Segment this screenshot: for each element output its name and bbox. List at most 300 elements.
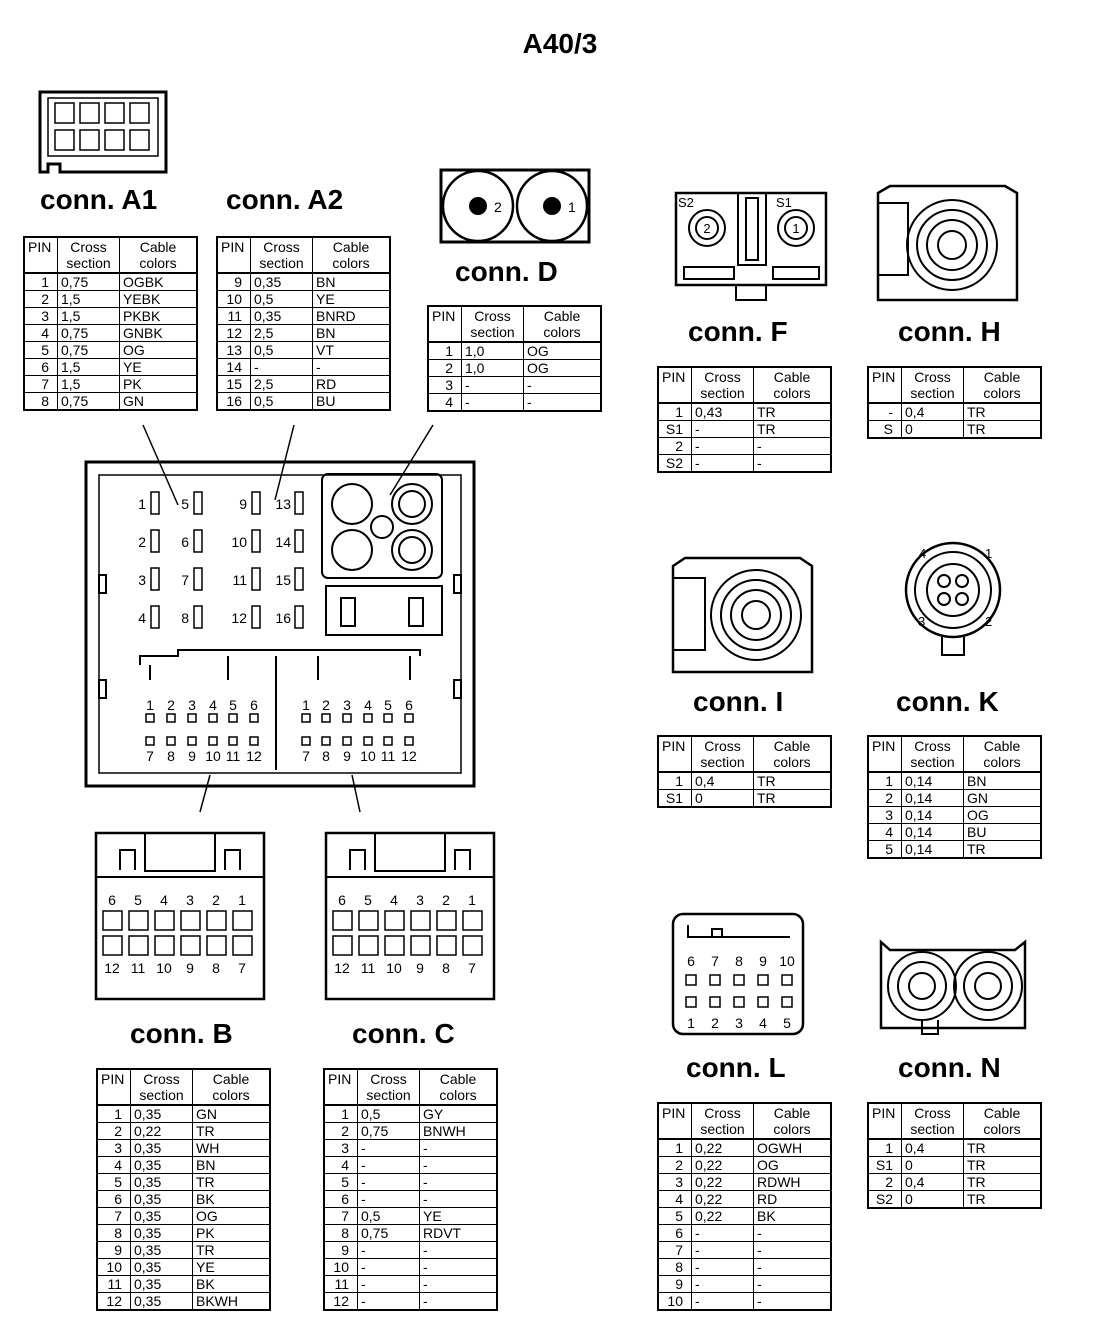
- pin-cell: 14: [217, 359, 251, 376]
- cross-section-cell: -: [692, 1276, 754, 1293]
- cable-color-cell: -: [420, 1157, 498, 1174]
- pin-label: 3: [343, 697, 351, 713]
- pin-cell: 4: [868, 824, 902, 841]
- cable-color-cell: TR: [964, 403, 1042, 421]
- pin-cell: 15: [217, 376, 251, 393]
- pin-label: 4: [919, 546, 927, 561]
- pin-label: S2: [678, 195, 694, 210]
- cable-color-cell: -: [754, 438, 832, 455]
- pin-cell: 4: [97, 1157, 131, 1174]
- cable-color-cell: TR: [964, 1191, 1042, 1209]
- pin-cell: 3: [428, 377, 462, 394]
- pin-cell: 8: [41, 392, 49, 409]
- cross-section-cell: 0,5: [251, 342, 313, 359]
- cross-section-cell: -: [358, 1242, 420, 1259]
- cross-section-cell: 0,14: [902, 772, 964, 790]
- cable-color-cell: RD: [754, 1191, 832, 1208]
- conn-f-housing: [676, 193, 826, 300]
- pin-label: 4: [390, 892, 398, 908]
- cable-color-cell: BN: [193, 1157, 271, 1174]
- pin-label: 2: [711, 1015, 719, 1031]
- header-cable-colors: Cable colors: [964, 736, 1042, 772]
- pin-cell: 5: [885, 840, 893, 857]
- conn-n-housing: [881, 942, 1025, 1034]
- pin-label: 13: [275, 496, 291, 512]
- cross-section-cell: 0,4: [902, 403, 964, 421]
- cross-section-cell: 0,35: [251, 308, 313, 325]
- pin-label: 1: [302, 697, 310, 713]
- cross-section-cell: 0,43: [692, 403, 754, 421]
- pin-cell: 2: [324, 1123, 358, 1140]
- conn-d-housing: [441, 170, 589, 242]
- pin-label: 9: [188, 748, 196, 764]
- cable-color-cell: TR: [193, 1123, 271, 1140]
- cable-color-cell: GNBK: [120, 325, 198, 342]
- cable-color-cell: -: [524, 377, 602, 394]
- pin-cell: 12: [217, 325, 251, 342]
- cable-color-cell: OG: [524, 342, 602, 360]
- cross-section-cell: 0,35: [131, 1140, 193, 1157]
- cross-section-cell: 1,0: [462, 342, 524, 360]
- pin-label: 5: [384, 697, 392, 713]
- cross-section-cell: -: [692, 1242, 754, 1259]
- cross-section-cell: 0,14: [902, 790, 964, 807]
- cross-section-cell: 0,22: [692, 1157, 754, 1174]
- cable-color-cell: GN: [193, 1105, 271, 1123]
- pin-number-labels: [104, 195, 992, 1031]
- header-cross-section: Cross section: [131, 1069, 193, 1105]
- cable-color-cell: PK: [193, 1225, 271, 1242]
- pin-label: 8: [322, 748, 330, 764]
- pin-label: 10: [386, 960, 402, 976]
- pin-label: 5: [134, 892, 142, 908]
- cable-color-cell: RD: [313, 376, 391, 393]
- pin-label: 5: [229, 697, 237, 713]
- cross-section-cell: 0,35: [131, 1242, 193, 1259]
- cross-section-cell: 0: [902, 1157, 964, 1174]
- pin-cell: 5: [658, 1208, 692, 1225]
- cable-color-cell: BN: [964, 772, 1042, 790]
- cable-color-cell: OG: [524, 360, 602, 377]
- pin-label: 3: [138, 572, 146, 588]
- cable-color-cell: -: [420, 1242, 498, 1259]
- cable-color-cell: -: [420, 1191, 498, 1208]
- cross-section-cell: 1,5: [58, 291, 120, 308]
- pin-cell: 4: [658, 1191, 692, 1208]
- cable-color-cell: BKWH: [193, 1293, 271, 1311]
- pin-label: 16: [275, 610, 291, 626]
- pin-label: 10: [779, 953, 795, 969]
- pin-label: 12: [231, 610, 247, 626]
- pin-label: 12: [334, 960, 350, 976]
- cable-color-cell: -: [754, 1293, 832, 1311]
- cross-section-cell: 0,14: [902, 824, 964, 841]
- cross-section-cell: -: [462, 394, 524, 412]
- header-pin: PIN: [658, 1103, 692, 1139]
- header-cable-colors: Cable colors: [313, 237, 391, 273]
- pin-cell: 1: [428, 342, 462, 360]
- conn-f-label: conn. F: [688, 316, 788, 347]
- cable-color-cell: BN: [313, 325, 391, 342]
- pin-cell: 10: [97, 1259, 131, 1276]
- pin-label: 5: [783, 1015, 791, 1031]
- cross-section-cell: -: [358, 1157, 420, 1174]
- cross-section-cell: 0: [902, 1191, 964, 1209]
- conn-a1-label: conn. A1: [40, 184, 158, 215]
- cable-color-cell: -: [754, 1225, 832, 1242]
- pin-label: 7: [146, 748, 154, 764]
- cable-color-cell: YE: [313, 291, 391, 308]
- pin-cell: S: [883, 420, 893, 437]
- cable-color-cell: RDWH: [754, 1174, 832, 1191]
- pin-cell: 4: [324, 1157, 358, 1174]
- pin-label: 10: [360, 748, 376, 764]
- pin-cell: 1: [868, 1139, 902, 1157]
- pin-cell: 7: [324, 1208, 358, 1225]
- cross-section-cell: 0,5: [358, 1208, 420, 1225]
- pin-label: 4: [160, 892, 168, 908]
- pin-cell: S2: [665, 454, 683, 471]
- cross-section-cell: -: [692, 421, 754, 438]
- pin-cell: 2: [658, 438, 692, 455]
- cable-color-cell: BK: [754, 1208, 832, 1225]
- pin-cell: 10: [217, 291, 251, 308]
- cross-section-cell: -: [358, 1293, 420, 1311]
- cable-color-cell: TR: [754, 790, 832, 808]
- pin-label: 6: [108, 892, 116, 908]
- pin-cell: 11: [97, 1276, 131, 1293]
- cross-section-cell: -: [692, 455, 754, 473]
- pin-label: 2: [494, 199, 502, 215]
- cable-color-cell: TR: [193, 1242, 271, 1259]
- pin-label: 2: [442, 892, 450, 908]
- cable-color-cell: -: [754, 1276, 832, 1293]
- pin-cell: 2: [868, 1174, 902, 1191]
- cable-color-cell: -: [420, 1174, 498, 1191]
- header-cross-section: Cross section: [692, 736, 754, 772]
- cross-section-cell: -: [358, 1140, 420, 1157]
- pin-label: 14: [275, 534, 291, 550]
- cross-section-cell: 0,4: [902, 1139, 964, 1157]
- cable-color-cell: -: [524, 394, 602, 412]
- cross-section-cell: -: [692, 1259, 754, 1276]
- pin-label: 6: [250, 697, 258, 713]
- cross-section-cell: 0,4: [692, 772, 754, 790]
- header-cross-section: Cross section: [58, 237, 120, 273]
- pin-label: 3: [735, 1015, 743, 1031]
- header-pin: PIN: [217, 237, 251, 273]
- pin-cell: 9: [658, 1276, 692, 1293]
- cross-section-cell: 0,35: [131, 1276, 193, 1293]
- header-cross-section: Cross section: [902, 736, 964, 772]
- cable-color-cell: TR: [964, 1174, 1042, 1191]
- cable-color-cell: TR: [754, 772, 832, 790]
- cable-color-cell: VT: [313, 342, 391, 359]
- header-pin: PIN: [868, 1103, 902, 1139]
- cable-color-cell: BK: [193, 1191, 271, 1208]
- pin-cell: 9: [97, 1242, 131, 1259]
- cross-section-cell: 0,75: [58, 393, 120, 411]
- cable-color-cell: YEBK: [120, 291, 198, 308]
- pin-label: 7: [238, 960, 246, 976]
- pin-label: 5: [181, 496, 189, 512]
- cross-section-cell: 0,5: [251, 291, 313, 308]
- pin-cell: 11: [324, 1276, 358, 1293]
- cable-color-cell: OGWH: [754, 1139, 832, 1157]
- pin-label: 2: [322, 697, 330, 713]
- pin-cell: 5: [24, 342, 58, 359]
- header-cross-section: Cross section: [902, 1103, 964, 1139]
- cross-section-cell: 2,5: [251, 376, 313, 393]
- cross-section-cell: 0,22: [692, 1208, 754, 1225]
- cross-section-cell: 1,0: [462, 360, 524, 377]
- pin-cell: 1: [658, 1139, 692, 1157]
- header-cable-colors: Cable colors: [754, 736, 832, 772]
- cable-color-cell: -: [420, 1140, 498, 1157]
- pin-cell: 3: [97, 1140, 131, 1157]
- header-cross-section: Cross section: [902, 367, 964, 403]
- header-cable-colors: Cable colors: [754, 367, 832, 403]
- pin-label: 1: [138, 496, 146, 512]
- header-pin: PIN: [868, 736, 902, 772]
- pin-label: 12: [246, 748, 262, 764]
- pin-label: 12: [401, 748, 417, 764]
- pin-label: 7: [181, 572, 189, 588]
- pin-cell: -: [868, 403, 902, 421]
- pin-label: 9: [186, 960, 194, 976]
- conn-d-label: conn. D: [455, 256, 558, 287]
- cross-section-cell: 1,5: [58, 359, 120, 376]
- pin-label: 1: [792, 221, 800, 236]
- cable-color-cell: BK: [193, 1276, 271, 1293]
- pin-cell: 6: [24, 359, 58, 376]
- pin-cell: 4: [445, 393, 453, 410]
- cable-color-cell: BN: [313, 273, 391, 291]
- cross-section-cell: 0,5: [251, 393, 313, 411]
- pin-cell: 3: [324, 1140, 358, 1157]
- cross-section-cell: 0,35: [251, 273, 313, 291]
- pin-cell: 1: [658, 772, 692, 790]
- cross-section-cell: 0,22: [692, 1191, 754, 1208]
- pin-cell: 16: [226, 392, 242, 409]
- cross-section-cell: 0,75: [358, 1225, 420, 1242]
- header-cable-colors: Cable colors: [524, 306, 602, 342]
- cable-color-cell: OGBK: [120, 273, 198, 291]
- cross-section-cell: 0,35: [131, 1259, 193, 1276]
- pin-label: 3: [186, 892, 194, 908]
- pin-label: 3: [416, 892, 424, 908]
- cable-color-cell: TR: [964, 421, 1042, 439]
- pin-cell: 2: [97, 1123, 131, 1140]
- pin-cell: S1: [665, 789, 683, 806]
- cable-color-cell: OG: [754, 1157, 832, 1174]
- pin-label: 9: [416, 960, 424, 976]
- pin-cell: 4: [24, 325, 58, 342]
- cross-section-cell: 1,5: [58, 308, 120, 325]
- cross-section-cell: 0,35: [131, 1225, 193, 1242]
- cross-section-cell: 0: [692, 790, 754, 808]
- header-cable-colors: Cable colors: [420, 1069, 498, 1105]
- cross-section-cell: -: [462, 377, 524, 394]
- cross-section-cell: 0: [902, 421, 964, 439]
- cross-section-cell: 0,75: [58, 273, 120, 291]
- pin-label: 8: [167, 748, 175, 764]
- pin-cell: 12: [106, 1292, 122, 1309]
- pin-label: 1: [238, 892, 246, 908]
- cross-section-cell: 0,4: [902, 1174, 964, 1191]
- cross-section-cell: 0,14: [902, 807, 964, 824]
- pin-label: 10: [231, 534, 247, 550]
- cable-color-cell: -: [420, 1276, 498, 1293]
- pin-cell: 1: [24, 273, 58, 291]
- header-cable-colors: Cable colors: [964, 1103, 1042, 1139]
- pin-cell: 10: [324, 1259, 358, 1276]
- cable-color-cell: YE: [420, 1208, 498, 1225]
- cable-color-cell: PK: [120, 376, 198, 393]
- cable-color-cell: PKBK: [120, 308, 198, 325]
- conn-h-housing: [878, 186, 1017, 300]
- cross-section-cell: 2,5: [251, 325, 313, 342]
- cable-color-cell: OG: [120, 342, 198, 359]
- pin-cell: 11: [217, 308, 251, 325]
- pin-cell: 1: [97, 1105, 131, 1123]
- cross-section-cell: 0,75: [58, 342, 120, 359]
- pin-label: 11: [225, 748, 241, 764]
- header-pin: PIN: [658, 736, 692, 772]
- pin-label: 2: [703, 221, 711, 236]
- pin-label: 9: [759, 953, 767, 969]
- cable-color-cell: YE: [120, 359, 198, 376]
- pin-label: 4: [209, 697, 217, 713]
- pin-cell: 2: [868, 790, 902, 807]
- pin-cell: 3: [868, 807, 902, 824]
- header-pin: PIN: [658, 367, 692, 403]
- cross-section-cell: 0,75: [358, 1123, 420, 1140]
- conn-l-label: conn. L: [686, 1052, 786, 1083]
- pin-label: 6: [338, 892, 346, 908]
- pin-cell: 6: [324, 1191, 358, 1208]
- pin-label: 10: [205, 748, 221, 764]
- cable-color-cell: GN: [120, 393, 198, 411]
- conn-h-label: conn. H: [898, 316, 1001, 347]
- cable-color-cell: -: [420, 1293, 498, 1311]
- pin-label: 6: [181, 534, 189, 550]
- pin-label: 8: [442, 960, 450, 976]
- pin-label: 7: [302, 748, 310, 764]
- cross-section-cell: 1,5: [58, 376, 120, 393]
- pin-label: 11: [232, 572, 247, 588]
- pin-label: 8: [212, 960, 220, 976]
- pin-cell: 8: [324, 1225, 358, 1242]
- pin-cell: 2: [428, 360, 462, 377]
- conn-i-label: conn. I: [693, 686, 784, 717]
- pin-label: 4: [759, 1015, 767, 1031]
- conn-a1-housing: [40, 92, 166, 172]
- pin-cell: 10: [667, 1292, 683, 1309]
- cross-section-cell: 0,22: [692, 1139, 754, 1157]
- header-cable-colors: Cable colors: [120, 237, 198, 273]
- cable-color-cell: -: [754, 1242, 832, 1259]
- cross-section-cell: 0,22: [692, 1174, 754, 1191]
- cross-section-cell: -: [358, 1259, 420, 1276]
- header-pin: PIN: [324, 1069, 358, 1105]
- pin-label: 4: [138, 610, 146, 626]
- cable-color-cell: -: [420, 1259, 498, 1276]
- pin-cell: 5: [324, 1174, 358, 1191]
- header-cable-colors: Cable colors: [754, 1103, 832, 1139]
- pin-cell: 3: [24, 308, 58, 325]
- pin-label: 4: [364, 697, 372, 713]
- cable-color-cell: YE: [193, 1259, 271, 1276]
- cable-color-cell: TR: [964, 841, 1042, 859]
- cable-color-cell: TR: [964, 1139, 1042, 1157]
- cable-color-cell: TR: [754, 421, 832, 438]
- cable-color-cell: -: [313, 359, 391, 376]
- cable-color-cell: OG: [964, 807, 1042, 824]
- cable-color-cell: -: [754, 455, 832, 473]
- pin-label: 9: [343, 748, 351, 764]
- pin-label: 6: [687, 953, 695, 969]
- pin-cell: 1: [324, 1105, 358, 1123]
- cable-color-cell: TR: [964, 1157, 1042, 1174]
- cable-color-cell: BU: [964, 824, 1042, 841]
- header-cross-section: Cross section: [692, 367, 754, 403]
- cross-section-cell: 0,35: [131, 1293, 193, 1311]
- cable-color-cell: BNRD: [313, 308, 391, 325]
- header-pin: PIN: [97, 1069, 131, 1105]
- pin-cell: 8: [97, 1225, 131, 1242]
- cable-color-cell: WH: [193, 1140, 271, 1157]
- cross-section-cell: 0,35: [131, 1191, 193, 1208]
- pin-label: 9: [239, 496, 247, 512]
- pin-cell: 7: [658, 1242, 692, 1259]
- pin-cell: 1: [868, 772, 902, 790]
- pin-cell: 2: [24, 291, 58, 308]
- pin-cell: 2: [658, 1157, 692, 1174]
- cable-color-cell: RDVT: [420, 1225, 498, 1242]
- cable-color-cell: BU: [313, 393, 391, 411]
- pin-label: 11: [380, 748, 396, 764]
- cross-section-cell: -: [692, 1293, 754, 1311]
- conn-a2-label: conn. A2: [226, 184, 344, 215]
- cross-section-cell: -: [358, 1191, 420, 1208]
- cable-color-cell: GN: [964, 790, 1042, 807]
- pin-label: 2: [138, 534, 146, 550]
- cross-section-cell: -: [251, 359, 313, 376]
- pin-cell: 6: [658, 1225, 692, 1242]
- header-pin: PIN: [428, 306, 462, 342]
- cable-color-cell: -: [754, 1259, 832, 1276]
- cross-section-cell: 0,35: [131, 1105, 193, 1123]
- cable-color-cell: OG: [193, 1208, 271, 1225]
- page-title: A40/3: [522, 28, 598, 59]
- header-cross-section: Cross section: [251, 237, 313, 273]
- pin-label: 7: [711, 953, 719, 969]
- cross-section-cell: 0,75: [58, 325, 120, 342]
- pin-label: 7: [468, 960, 476, 976]
- cross-section-cell: -: [692, 1225, 754, 1242]
- cross-section-cell: 0,14: [902, 841, 964, 859]
- conn-n-label: conn. N: [898, 1052, 1001, 1083]
- pin-label: 2: [212, 892, 220, 908]
- pin-cell: 1: [658, 403, 692, 421]
- header-cable-colors: Cable colors: [964, 367, 1042, 403]
- cross-section-cell: 0,35: [131, 1157, 193, 1174]
- header-cross-section: Cross section: [358, 1069, 420, 1105]
- header-pin: PIN: [868, 367, 902, 403]
- pin-label: 1: [985, 546, 993, 561]
- conn-k-label: conn. K: [896, 686, 999, 717]
